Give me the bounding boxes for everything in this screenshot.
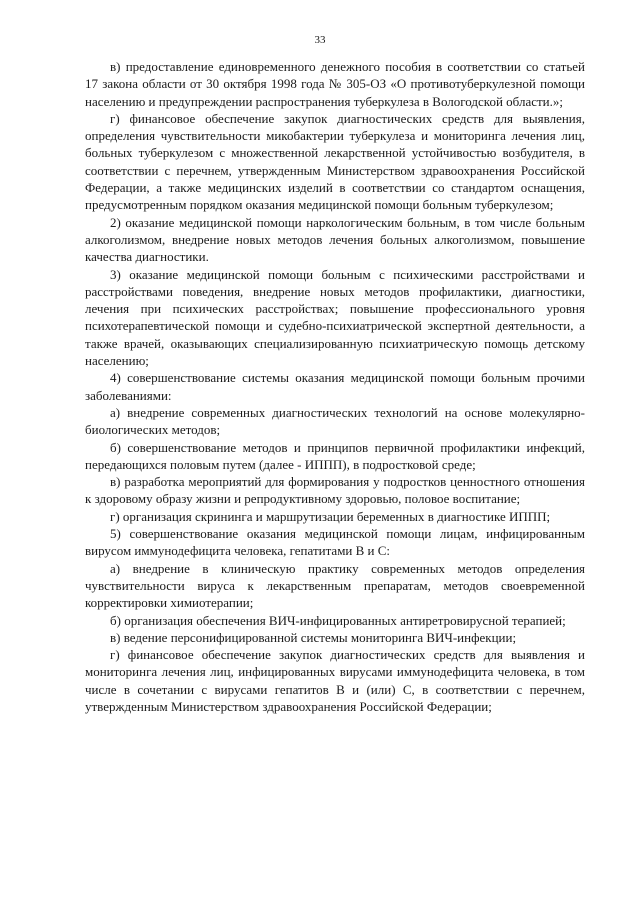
document-body (85, 58, 585, 715)
paragraph: 3) оказание медицинской помощи больным с психическими расстройствами и расстройствами поведения, внедрение новых методов профилактики, диагностики, лечения при психических расстройствах; повышение профессионального уровня психотерапевтической помощи и судебно-психиатрической экспертной деятельности, а также врачей, оказывающих специализированную психиатрическую помощь детскому населению; (85, 266, 585, 369)
paragraph: б) совершенствование методов и принципов первичной профилактики инфекций, передающихся половым путем (далее - ИППП), в подростковой среде; (85, 439, 585, 472)
paragraph: а) внедрение в клиническую практику современных методов определения чувствительности вируса к лекарственным препаратам, методов своевременной корректировки химиотерапии; (85, 560, 585, 611)
paragraph: г) финансовое обеспечение закупок диагностических средств для выявления и мониторинга лечения лиц, инфицированных вирусами иммунодефицита человека, в том числе в сочетании с вирусами гепатитов В и (или) С, в соответствии с перечнем, утвержденным Министерством здравоохранения Российской Федерации; (85, 647, 585, 714)
paragraph: 5) совершенствование оказания медицинской помощи лицам, инфицированным вирусом иммунодефицита человека, гепатитами В и С: (85, 526, 585, 559)
paragraph: в) ведение персонифицированной системы мониторинга ВИЧ-инфекции; (110, 629, 517, 645)
paragraph: г) финансовое обеспечение закупок диагностических средств для выявления, определения чувствительности микобактерии туберкулеза и мониторинга лечения лиц, больных туберкулезом с множественной лекарственной устойчивостью возбудителя, в соответствии с перечнем, утвержденным Министерством здравоохранения Российской Федерации, а также медицинских изделий в соответствии со стандартом оснащения, предусмотренным порядком оказания медицинской помощи больным туберкулезом; (85, 110, 585, 213)
paragraph: а) внедрение современных диагностических технологий на основе молекулярно-биологических методов; (85, 404, 585, 438)
paragraph: б) организация обеспечения ВИЧ-инфицированных антиретровирусной терапией; (110, 612, 566, 628)
paragraph: 2) оказание медицинской помощи наркологическим больным, в том числе больным алкоголизмом, внедрение новых методов лечения больных алкоголизмом, повышение качества диагностики. (85, 214, 585, 265)
paragraph: в) предоставление единовременного денежного пособия в соответствии со статьей 17 закона области от 30 октября 1998 года № 305-ОЗ «О противотуберкулезной помощи населению и предупреждении распространения туберкулеза в Вологодской области.»; (85, 59, 585, 109)
page-number: 33 (314, 34, 326, 46)
paragraph: в) разработка мероприятий для формирования у подростков ценностного отношения к здоровому образу жизни и репродуктивному здоровью, половое воспитание; (85, 474, 585, 507)
paragraph: г) организация скрининга и маршрутизации беременных в диагностике ИППП; (110, 508, 551, 524)
paragraph: 4) совершенствование системы оказания медицинской помощи больным прочими заболеваниями: (85, 370, 585, 403)
